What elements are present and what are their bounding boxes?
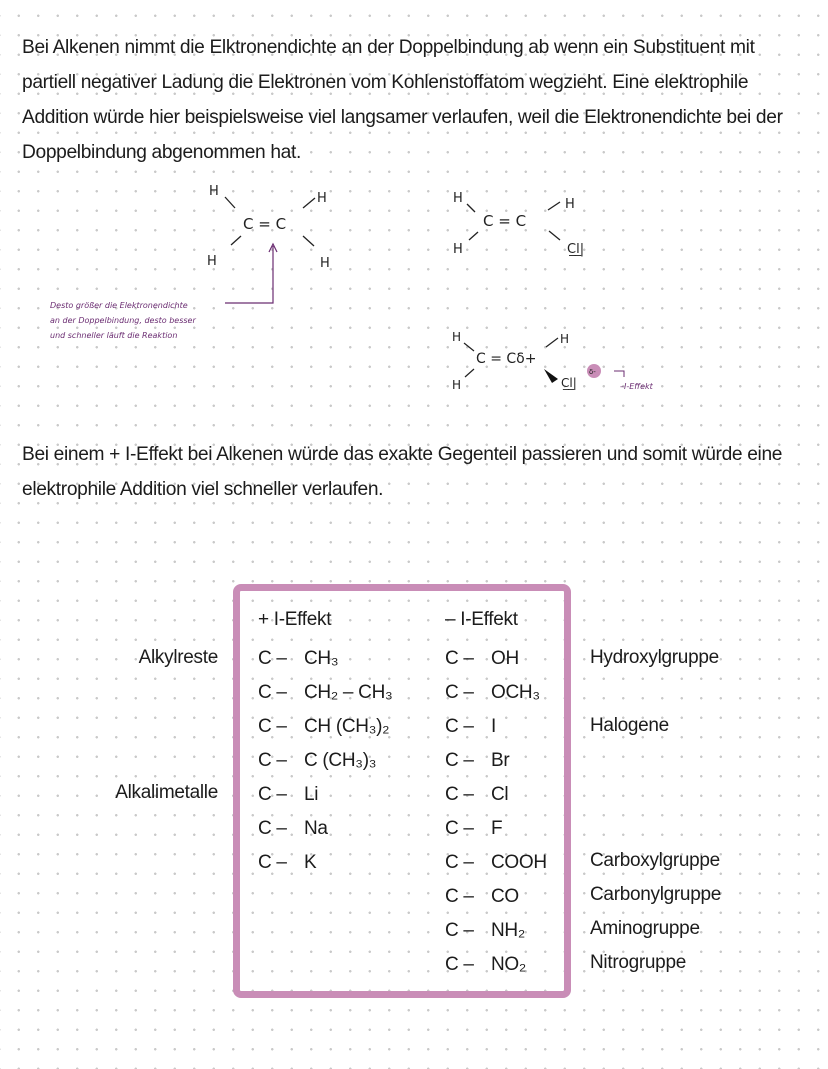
carbon-bond-prefix: C – xyxy=(445,784,474,805)
substituent-group: Br xyxy=(491,750,510,771)
substituent-row xyxy=(445,682,540,704)
substituent-group: F xyxy=(491,818,503,839)
substituent-group: NO₂ xyxy=(491,954,526,975)
substituent-row xyxy=(445,818,502,840)
plus-i-effect-header: + I-Effekt xyxy=(258,609,332,630)
double-bond-label: C = C xyxy=(243,215,287,233)
nitro-label: Nitrogruppe xyxy=(590,952,686,973)
wedge-bond xyxy=(544,369,558,383)
substituent-group: I xyxy=(491,716,496,737)
chlorine-label: C̲l̲| xyxy=(561,376,577,390)
substituent-group: OCH₃ xyxy=(491,682,540,703)
atom-h-bottom-right: H xyxy=(320,256,330,271)
chloroethene-structure xyxy=(445,188,615,268)
substituent-group: Li xyxy=(304,784,319,805)
substituent-group: C (CH₃)₃ xyxy=(304,750,377,771)
substituent-row xyxy=(258,784,318,806)
substituent-row xyxy=(445,784,508,806)
intro-paragraph: Bei Alkenen nimmt die Elktronendichte an der Doppelbindung ab wenn ein Substituent mit partiell negativer Ladung die Elektronen vom Kohlenstoffatom wegzieht. Eine elektrophile Addition würde hier beispielsweise viel langsamer verlaufen, weil die Elektronendichte bei der Doppelbindung abgenommen hat. xyxy=(22,37,783,163)
substituent-group: CO xyxy=(491,886,519,907)
substituent-group: COOH xyxy=(491,852,547,873)
substituent-group: K xyxy=(304,852,317,873)
carbon-bond-prefix: C – xyxy=(445,648,474,669)
plus-i-paragraph: Bei einem + I-Effekt bei Alkenen würde das exakte Gegenteil passieren und somit würde eine elektrophile Addition viel schneller verlaufen. xyxy=(22,444,783,500)
minus-i-effect-header: – I-Effekt xyxy=(445,609,518,630)
substituent-row xyxy=(258,648,338,670)
carbon-bond-prefix: C – xyxy=(258,716,287,737)
delta-minus-label: δ- xyxy=(589,368,596,376)
atom-h-bottom-left: H xyxy=(452,378,462,392)
substituent-group: CH₂ – CH₃ xyxy=(304,682,393,703)
substituent-row xyxy=(258,716,389,738)
density-note xyxy=(50,298,250,343)
carbon-bond-prefix: C – xyxy=(258,648,287,669)
carbon-bond-prefix: C – xyxy=(258,818,287,839)
substituent-row xyxy=(445,648,519,670)
carbon-bond-prefix: C – xyxy=(445,954,474,975)
alkyl-label: Alkylreste xyxy=(138,647,218,668)
partial-bond-label: C = Cδ+ xyxy=(476,351,537,367)
substituent-row xyxy=(258,818,328,840)
substituent-group: CH₃ xyxy=(304,648,339,669)
atom-h-top-right: H xyxy=(565,197,575,212)
substituent-row xyxy=(445,886,519,908)
amino-label: Aminogruppe xyxy=(590,918,700,939)
carboxyl-label: Carboxylgruppe xyxy=(590,850,720,871)
note-line: an der Doppelbindung, desto besser xyxy=(50,316,196,325)
carbon-bond-prefix: C – xyxy=(258,750,287,771)
atom-h-top-left: H xyxy=(453,191,463,206)
carbon-bond-prefix: C – xyxy=(445,716,474,737)
halogen-label: Halogene xyxy=(590,715,669,736)
double-bond-label: C = C xyxy=(483,212,527,230)
minus-i-effect-note: –I-Effekt xyxy=(620,382,653,391)
substituent-group: CH (CH₃)₂ xyxy=(304,716,390,737)
substituent-group: Na xyxy=(304,818,328,839)
substituent-row xyxy=(445,852,547,874)
carbon-bond-prefix: C – xyxy=(258,784,287,805)
substituent-row xyxy=(445,716,496,738)
substituent-row xyxy=(445,750,509,772)
carbon-bond-prefix: C – xyxy=(445,886,474,907)
carbon-bond-prefix: C – xyxy=(258,682,287,703)
note-line: Desto größer die Elektronendichte xyxy=(50,301,188,310)
atom-h-top-right: H xyxy=(560,332,570,346)
hydroxyl-label: Hydroxylgruppe xyxy=(590,647,719,668)
note-line: und schneller läuft die Reaktion xyxy=(50,331,178,340)
substituent-group: NH₂ xyxy=(491,920,525,941)
chlorine-label: C̲l̲| xyxy=(567,242,585,257)
carbonyl-label: Carbonylgruppe xyxy=(590,884,721,905)
carbon-bond-prefix: C – xyxy=(445,920,474,941)
carbon-bond-prefix: C – xyxy=(445,750,474,771)
carbon-bond-prefix: C – xyxy=(445,852,474,873)
substituent-row xyxy=(445,920,525,942)
carbon-bond-prefix: C – xyxy=(445,818,474,839)
substituent-row xyxy=(258,682,392,704)
substituent-group: OH xyxy=(491,648,519,669)
atom-h-top-left: H xyxy=(452,330,462,344)
atom-h-bottom-left: H xyxy=(453,242,463,257)
atom-h-top-left: H xyxy=(209,184,219,199)
substituent-row xyxy=(258,852,316,874)
atom-h-bottom-left: H xyxy=(207,254,217,269)
substituent-row xyxy=(258,750,376,772)
substituent-row xyxy=(445,954,526,976)
polarized-chloroethene-structure xyxy=(448,325,678,405)
alkali-label: Alkalimetalle xyxy=(115,782,218,803)
atom-h-top-right: H xyxy=(317,191,327,206)
carbon-bond-prefix: C – xyxy=(258,852,287,873)
substituent-group: Cl xyxy=(491,784,509,805)
carbon-bond-prefix: C – xyxy=(445,682,474,703)
